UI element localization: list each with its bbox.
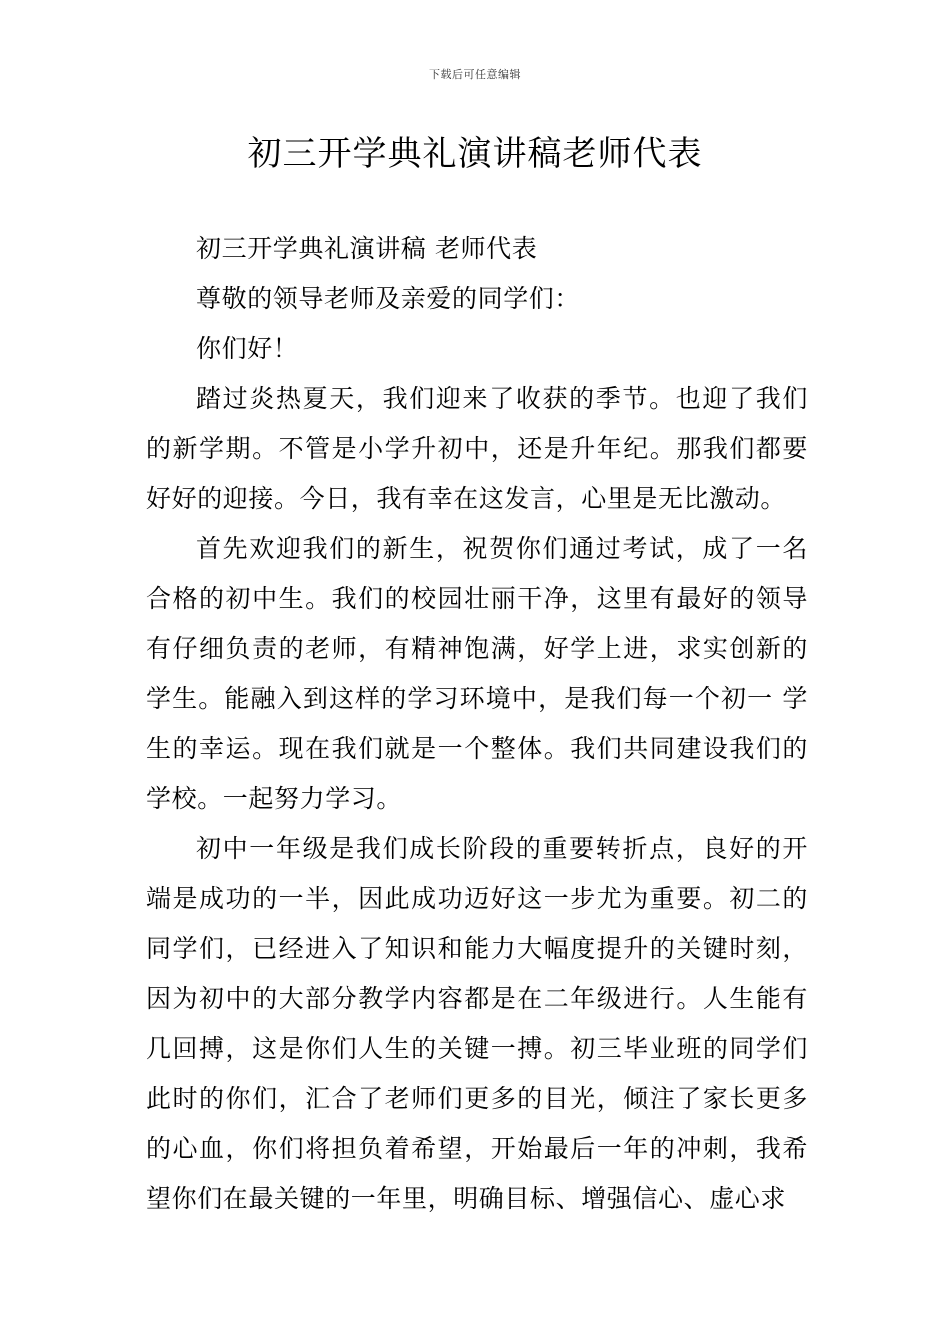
paragraph: 初中一年级是我们成长阶段的重要转折点，良好的开端是成功的一半，因此成功迈好这一步尤为重要。初二的同学们，已经进入了知识和能力大幅度提升的关键时刻，因为初中的大部分教学内容都是在二年级进行。人生能有几回搏，这是你们人生的关键一搏。初三毕业班的同学们此时的你们，汇合了老师们更多的目光，倾注了家长更多的心血，你们将担负着希望，开始最后一年的冲刺，我希望你们在最关键的一年里，明确目标、增强信心、虚心求: [146, 834, 808, 1213]
paragraph: 首先欢迎我们的新生，祝贺你们通过考试，成了一名合格的初中生。我们的校园壮丽干净，这里有最好的领导有仔细负责的老师，有精神饱满，好学上进，求实创新的学生。能融入到这样的学习环境中，是我们每一个初一 学生的幸运。现在我们就是一个整体。我们共同建设我们的学校。一起努力学习。: [146, 534, 808, 813]
paragraph-salutation: 尊敬的领导老师及亲爱的同学们：: [196, 284, 581, 313]
paragraph: 踏过炎热夏天，我们迎来了收获的季节。也迎了我们的新学期。不管是小学升初中，还是升年纪。那我们都要好好的迎接。今日，我有幸在这发言，心里是无比激动。: [146, 384, 808, 513]
header-note: 下载后可任意编辑: [429, 68, 521, 81]
document-body: [146, 224, 808, 1224]
paragraph-subtitle: 初三开学典礼演讲稿 老师代表: [196, 234, 538, 263]
paragraph-greeting: 你们好！: [196, 334, 299, 363]
document-title: 初三开学典礼演讲稿老师代表: [247, 134, 703, 174]
